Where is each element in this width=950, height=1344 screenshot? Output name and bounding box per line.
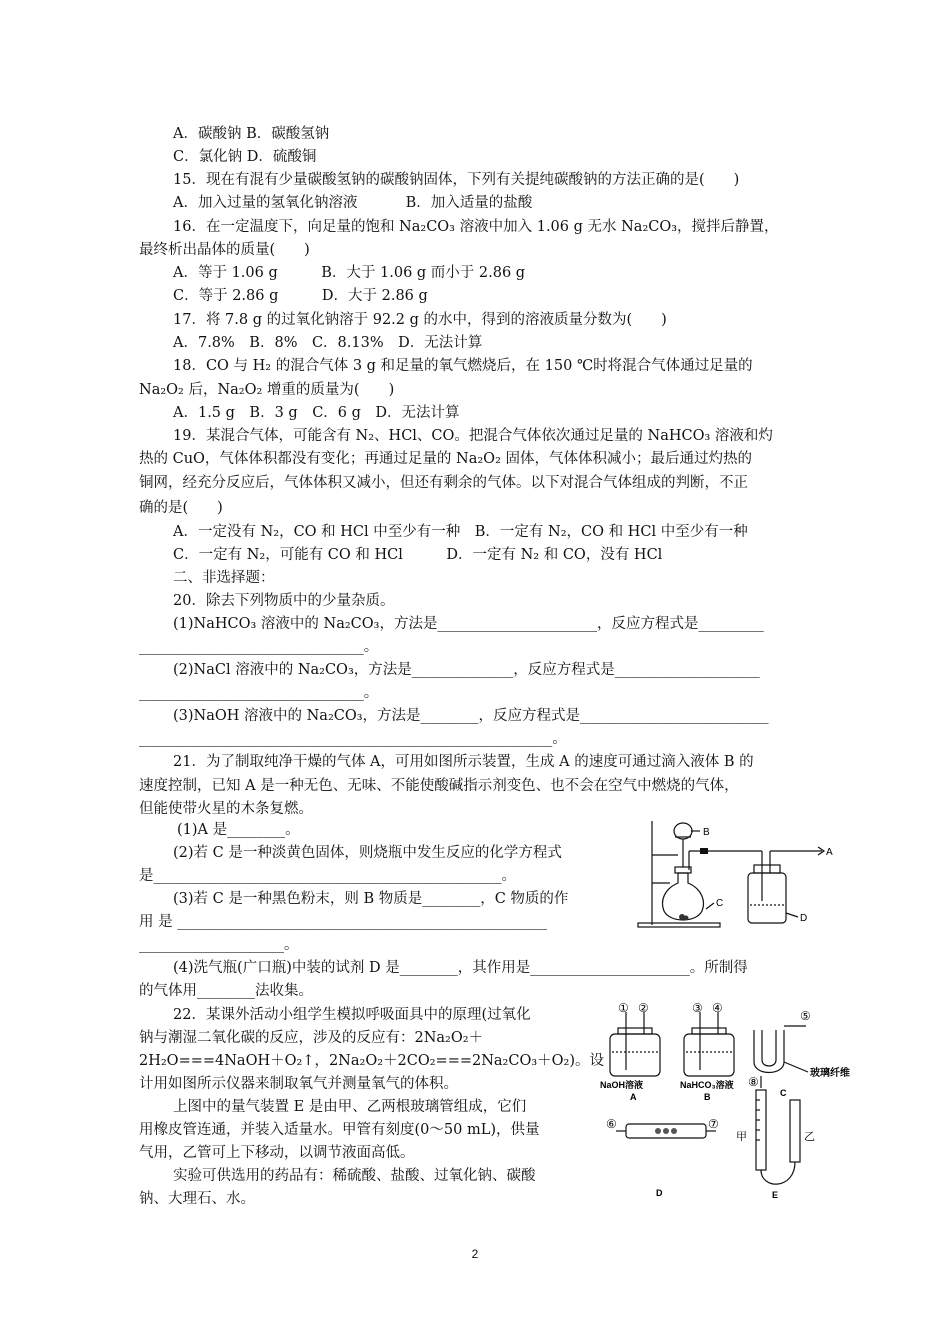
q15-options: A．加入过量的氢氧化钠溶液 B．加入适量的盐酸	[173, 195, 533, 211]
q19-stem-2: 热的 CuO，气体体积都没有变化；再通过足量的 Na₂O₂ 固体，气体体积减小；最后通过灼热的	[139, 451, 752, 467]
q21-stem-2: 速度控制，已知 A 是一种无色、无味、不能使酸碱指示剂变色、也不会在空气中燃烧的气体，	[139, 778, 739, 794]
fig22-letter-c: C	[780, 1088, 787, 1098]
q19-stem-4: 确的是( )	[139, 500, 223, 516]
fig22-reagent-a: NaOH溶液	[600, 1080, 644, 1090]
fig21-label-a: A	[826, 847, 833, 858]
fig22-letter-a: A	[630, 1092, 637, 1102]
q21-part3-cont2: ____________________。	[139, 937, 299, 953]
q19-stem-1: 19．某混合气体，可能含有 N₂、HCl、CO。把混合气体依次通过足量的 NaHCO₃ 溶液和灼	[173, 428, 773, 444]
q18-stem-1: 18．CO 与 H₂ 的混合气体 3 g 和足量的氧气燃烧后，在 150 ℃时将混合气体通过足量的	[173, 358, 753, 374]
q21-stem-1: 21．为了制取纯净干燥的气体 A，可用如图所示装置，生成 A 的速度可通过滴入液体 B 的	[173, 754, 754, 770]
q18-options: A．1.5 g B．3 g C．6 g D．无法计算	[173, 405, 460, 421]
q21-part4-cont: 的气体用________法收集。	[139, 983, 313, 999]
fig22-tube-jia: 甲	[736, 1131, 747, 1143]
q16-stem-2: 最终析出晶体的质量( )	[139, 242, 310, 258]
fig22-letter-b: B	[704, 1092, 711, 1102]
q15-stem: 15．现在有混有少量碳酸氢钠的碳酸钠固体，下列有关提纯碳酸钠的方法正确的是( )	[173, 172, 740, 188]
q20-part2: (2)NaCl 溶液中的 Na₂CO₃，方法是______________，反应方程式是____________________	[173, 662, 760, 678]
q14-options-cd: C．氯化钠 D．硫酸铜	[173, 149, 317, 165]
q20-part1-cont: _______________________________。	[139, 639, 379, 655]
fig22-letter-e: E	[772, 1190, 779, 1200]
q21-part3: (3)若 C 是一种黑色粉末，则 B 物质是________，C 物质的作	[173, 891, 569, 907]
q21-part3-cont: 用 是 ___________________________________________________	[139, 914, 547, 930]
q17-options: A．7.8% B．8% C．8.13% D．无法计算	[173, 335, 483, 351]
q22-stem-2: 钠与潮湿二氧化碳的反应，涉及的反应有：2Na₂O₂＋	[139, 1030, 484, 1046]
q22-para3-1: 实验可供选用的药品有：稀硫酸、盐酸、过氧化钠、碳酸	[173, 1168, 536, 1184]
q22-apparatus-figure	[596, 1000, 886, 1200]
fig21-label-b: B	[703, 827, 710, 838]
q18-stem-2: Na₂O₂ 后，Na₂O₂ 增重的质量为( )	[139, 382, 395, 398]
q22-para2-1: 上图中的量气装置 E 是由甲、乙两根玻璃管组成，它们	[173, 1099, 527, 1115]
q21-part2-cont: 是________________________________________________。	[139, 868, 516, 884]
fig22-reagent-b: NaHCO₃溶液	[680, 1080, 734, 1090]
fig22-num-5: ⑤	[800, 1009, 811, 1023]
q14-options-ab: A．碳酸钠 B．碳酸氢钠	[173, 126, 330, 142]
q21-stem-3: 但能使带火星的木条复燃。	[139, 801, 313, 817]
q22-stem-3: 2H₂O===4NaOH＋O₂↑，2Na₂O₂＋2CO₂===2Na₂CO₃＋O₂)。设	[139, 1053, 605, 1069]
q22-para3-2: 钠、大理石、水。	[139, 1191, 255, 1207]
q21-part4: (4)洗气瓶(广口瓶)中装的试剂 D 是________，其作用是______________________。所制得	[173, 960, 748, 976]
fig22-num-7: ⑦	[708, 1117, 719, 1131]
q19-options-cd: C．一定有 N₂，可能有 CO 和 HCl D．一定有 N₂ 和 CO，没有 HCl	[173, 547, 663, 563]
fig22-num-1: ①	[618, 1001, 629, 1015]
section-heading: 二、非选择题：	[173, 570, 275, 586]
q20-stem: 20．除去下列物质中的少量杂质。	[173, 593, 395, 609]
fig21-label-d: D	[800, 913, 808, 924]
fig22-tube-yi: 乙	[804, 1131, 815, 1143]
q22-para2-3: 气用，乙管可上下移动，以调节液面高低。	[139, 1145, 415, 1161]
fig22-num-3: ③	[692, 1001, 703, 1015]
q21-part2: (2)若 C 是一种淡黄色固体，则烧瓶中发生反应的化学方程式	[173, 845, 562, 861]
fig22-fiber-label: 玻璃纤维	[810, 1068, 850, 1079]
q20-part2-cont: _______________________________。	[139, 685, 379, 701]
q21-apparatus-figure	[630, 815, 840, 933]
q16-options-cd: C．等于 2.86 g D．大于 2.86 g	[173, 288, 428, 304]
q19-options-ab: A．一定没有 N₂，CO 和 HCl 中至少有一种 B．一定有 N₂，CO 和 HCl 中至少有一种	[173, 524, 748, 540]
q20-part3-cont: _________________________________________________________。	[139, 731, 567, 747]
q16-options-ab: A．等于 1.06 g B．大于 1.06 g 而小于 2.86 g	[173, 265, 526, 281]
q17-stem: 17．将 7.8 g 的过氧化钠溶于 92.2 g 的水中，得到的溶液质量分数为( )	[173, 312, 667, 328]
fig22-num-2: ②	[638, 1001, 649, 1015]
fig22-letter-d: D	[656, 1188, 663, 1198]
fig22-num-4: ④	[712, 1001, 723, 1015]
q21-part1: (1)A 是________。	[177, 822, 300, 838]
fig21-label-c: C	[716, 898, 724, 909]
page-number: 2	[471, 1247, 479, 1261]
q19-stem-3: 铜网，经充分反应后，气体体积又减小，但还有剩余的气体。以下对混合气体组成的判断，不正	[139, 475, 748, 491]
q20-part1: (1)NaHCO₃ 溶液中的 Na₂CO₃，方法是______________________，反应方程式是_________	[173, 616, 764, 632]
fig22-num-8: ⑧	[748, 1075, 759, 1089]
q22-para2-2: 用橡皮管连通，并装入适量水。甲管有刻度(0～50 mL)，供量	[139, 1122, 540, 1138]
q22-stem-1: 22．某课外活动小组学生模拟呼吸面具中的原理(过氧化	[173, 1007, 531, 1023]
q16-stem-1: 16．在一定温度下，向足量的饱和 Na₂CO₃ 溶液中加入 1.06 g 无水 Na₂CO₃，搅拌后静置，	[173, 219, 779, 235]
q20-part3: (3)NaOH 溶液中的 Na₂CO₃，方法是________，反应方程式是__________________________	[173, 708, 769, 724]
fig22-num-6: ⑥	[606, 1117, 617, 1131]
q22-stem-4: 计用如图所示仪器来制取氧气并测量氧气的体积。	[139, 1076, 458, 1092]
